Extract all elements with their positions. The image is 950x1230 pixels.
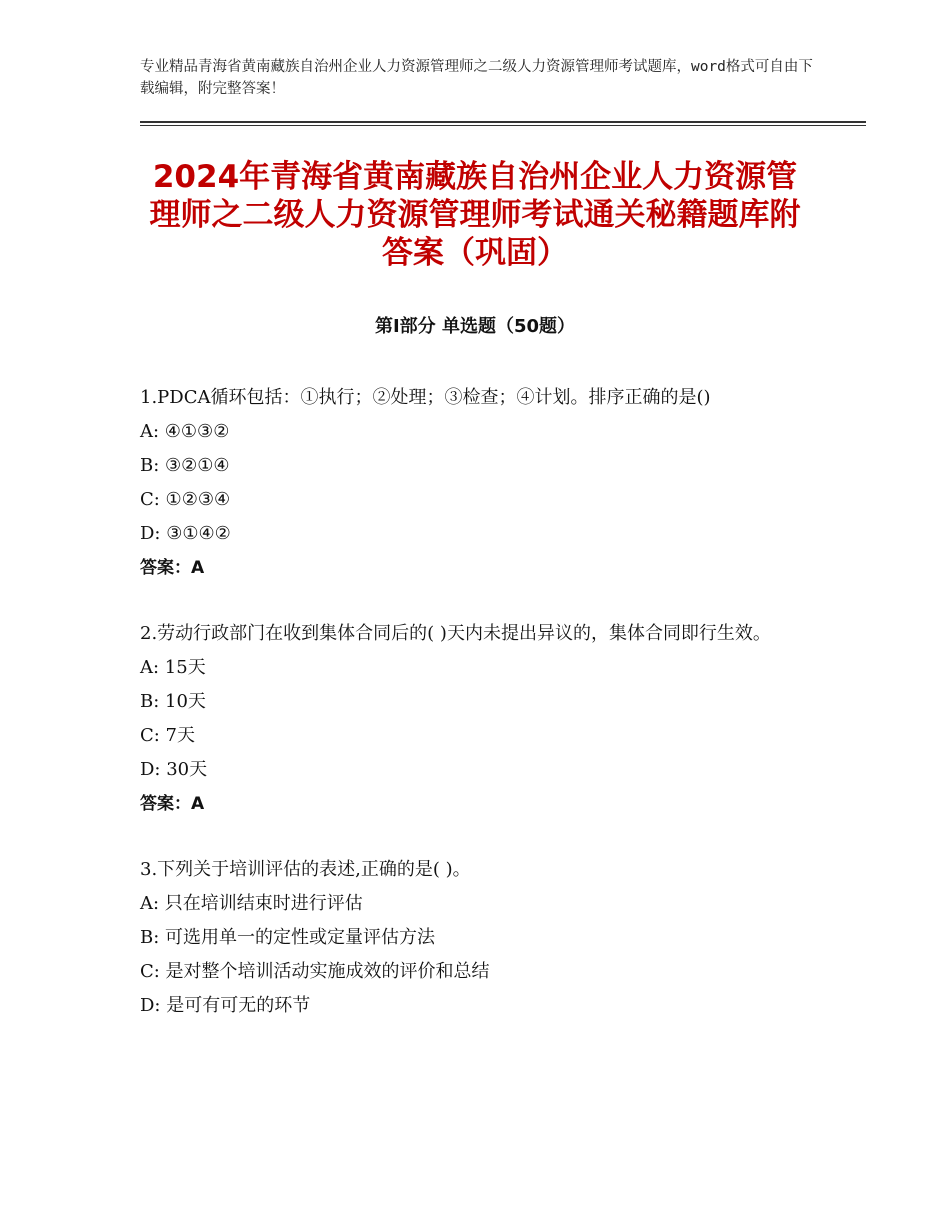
answer-line: 答案：A (140, 558, 205, 578)
option-d: D: ③①④② (140, 523, 231, 544)
option-a: A: 只在培训结束时进行评估 (140, 893, 363, 914)
section-title: 第Ⅰ部分 单选题（50题） (374, 316, 575, 337)
option-b: B: 可选用单一的定性或定量评估方法 (140, 927, 436, 948)
option-c: C: 是对整个培训活动实施成效的评价和总结 (140, 961, 490, 982)
document-title: 2024年青海省黄南藏族自治州企业人力资源管理师之二级人力资源管理师考试通关秘籍题库附答案（巩固） (149, 159, 801, 271)
question-stem: 1.PDCA循环包括：①执行；②处理；③检查；④计划。排序正确的是() (140, 387, 711, 408)
option-c: C: ①②③④ (140, 489, 231, 510)
question-2 (140, 617, 810, 821)
header-note: 专业精品青海省黄南藏族自治州企业人力资源管理师之二级人力资源管理师考试题库，word格式可自由下载编辑，附完整答案！ (140, 59, 813, 97)
question-list (140, 381, 810, 1055)
option-b: B: ③②①④ (140, 455, 230, 476)
option-d: D: 是可有可无的环节 (140, 995, 311, 1016)
question-3 (140, 853, 810, 1023)
option-a: A: 15天 (140, 657, 206, 678)
header-rule-thin (140, 125, 866, 126)
question-1 (140, 381, 810, 585)
option-b: B: 10天 (140, 691, 206, 712)
question-stem: 2.劳动行政部门在收到集体合同后的( )天内未提出异议的，集体合同即行生效。 (140, 623, 771, 644)
option-c: C: 7天 (140, 725, 196, 746)
option-a: A: ④①③② (140, 421, 230, 442)
header-rule-thick (140, 121, 866, 123)
option-d: D: 30天 (140, 759, 208, 780)
question-stem: 3.下列关于培训评估的表述,正确的是( )。 (140, 859, 471, 880)
answer-line: 答案：A (140, 794, 205, 814)
